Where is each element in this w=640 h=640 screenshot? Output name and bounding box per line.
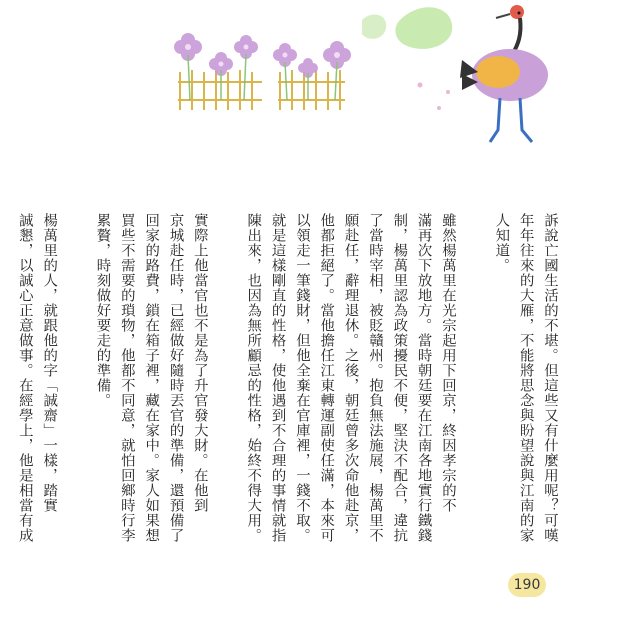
text-column: 了當時宰相，被貶贛州。抱負無法施展，楊萬里不 bbox=[366, 213, 383, 543]
text-column: 以領走一筆錢財，但他全棄在官庫裡，一錢不取。 bbox=[293, 213, 310, 543]
text-column: 陳出來，也因為無所顧忌的性格，始終不得大用。 bbox=[245, 213, 262, 543]
text-column: 訴說亡國生活的不堪。但這些又有什麼用呢？可嘆 bbox=[542, 213, 558, 543]
text-column: 他都拒絕了。當他擔任江東轉運副使任滿，本來可 bbox=[318, 213, 335, 543]
body-text bbox=[12, 213, 562, 593]
text-column: 誠懇，以誠心正意做事。在經學上，他是相當有成 bbox=[16, 213, 33, 543]
text-column: 實際上他當官也不是為了升官發大財。在他到 bbox=[191, 213, 208, 513]
text-column: 買些不需要的瑣物，他都不同意，就怕回鄉時行李 bbox=[118, 213, 135, 543]
page-number: 190 bbox=[508, 573, 546, 597]
text-column: 回家的路費，鎖在箱子裡，藏在家中。家人如果想 bbox=[143, 213, 160, 543]
leaves-icon bbox=[362, 7, 452, 110]
top-illustration bbox=[0, 0, 640, 170]
text-column: 楊萬里的人，就跟他的字「誠齋」一樣，踏實 bbox=[41, 213, 58, 513]
text-column: 就是這樣剛直的性格，使他遇到不合理的事情就指 bbox=[269, 213, 286, 543]
text-column: 年年往來的大雁，不能將思念與盼望說與江南的家 bbox=[517, 213, 534, 543]
text-column: 累贅，時刻做好要走的準備。 bbox=[94, 213, 111, 408]
text-column: 雖然楊萬里在光宗起用下回京，終因孝宗的不 bbox=[439, 213, 456, 513]
text-column: 願赴任，辭理退休。之後，朝廷曾多次命他赴京， bbox=[342, 213, 359, 543]
fence-icon bbox=[178, 70, 345, 110]
text-column: 京城赴任時，已經做好隨時丟官的準備，還預備了 bbox=[167, 213, 184, 543]
text-column: 滿再次下放地方。當時朝廷要在江南各地實行鐵錢 bbox=[415, 213, 432, 543]
flowers-icon bbox=[174, 33, 351, 100]
text-column: 制，楊萬里認為政策擾民不便，堅決不配合，違抗 bbox=[391, 213, 408, 543]
crane-icon bbox=[460, 5, 548, 142]
text-column: 人知道。 bbox=[493, 213, 510, 273]
